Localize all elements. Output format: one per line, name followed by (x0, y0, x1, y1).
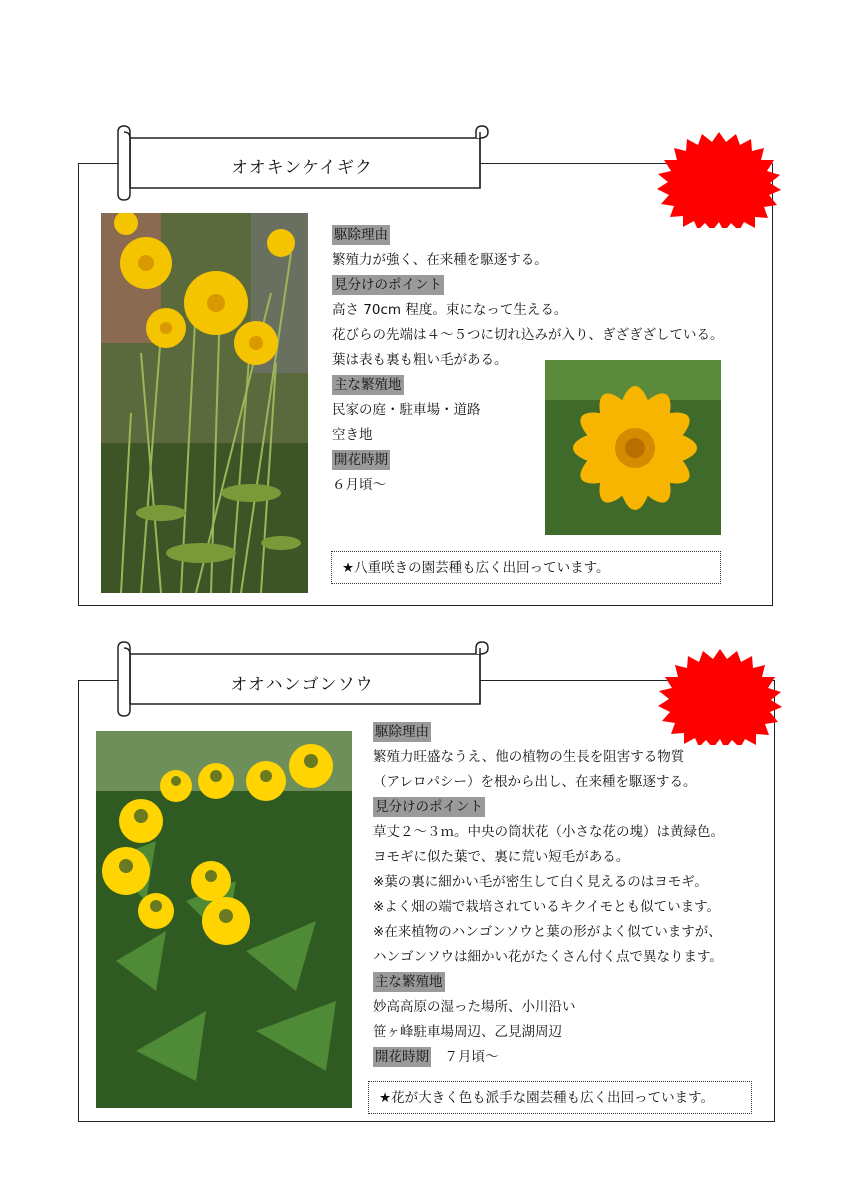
removal-reason-line: （アレロパシー）を根から出し、在来種を駆逐する。 (373, 774, 697, 790)
flowering-heading: 開花時期 (334, 452, 388, 468)
badge-line-2: 外来植物 (692, 284, 745, 299)
habitat-line: 笹ヶ峰駐車場周辺、乙見湖周辺 (373, 1024, 562, 1040)
rudbeckia-photo-image (96, 731, 352, 1108)
habitat-heading: 主な繁殖地 (375, 974, 443, 990)
identification-heading: 見分けのポイント (375, 799, 483, 815)
flowering-period: ７月頃～ (444, 1049, 499, 1065)
plant-photo-main (96, 731, 352, 1108)
specified-alien-plant-badge (654, 128, 784, 299)
badge-line-1: 特定 (706, 779, 733, 794)
identification-line: ハンゴンソウは細かい花がたくさん付く点で異なります。 (373, 949, 723, 965)
identification-line: 花びらの先端は４～５つに切れ込みが入り、ぎざぎざしている。 (332, 327, 724, 343)
species-1-details (332, 223, 724, 498)
badge-line-1: 特定 (705, 262, 732, 277)
identification-line: ※葉の裏に細かい毛が密生して白く見えるのはヨモギ。 (373, 874, 708, 890)
removal-reason-heading: 駆除理由 (334, 227, 388, 243)
species-name: オオハンゴンソウ (230, 675, 374, 695)
identification-line: 高さ 70cm 程度。束になって生える。 (332, 302, 568, 318)
note-box: ★八重咲きの園芸種も広く出回っています。 (331, 551, 721, 584)
title-scroll-banner (114, 124, 490, 204)
badge-line-2: 外来植物 (693, 801, 746, 816)
habitat-line: 妙高高原の湿った場所、小川沿い (373, 999, 576, 1015)
habitat-line: 民家の庭・駐車場・道路 (332, 402, 481, 418)
identification-line: ※在来植物のハンゴンソウと葉の形がよく似ていますが、 (373, 924, 722, 940)
habitat-heading: 主な繁殖地 (334, 377, 402, 393)
flowering-heading: 開花時期 (375, 1049, 429, 1065)
note-box: ★花が大きく色も派手な園芸種も広く出回っています。 (368, 1081, 752, 1114)
removal-reason-line: 繁殖力旺盛なうえ、他の植物の生長を阻害する物質 (373, 749, 685, 765)
removal-reason-heading: 駆除理由 (375, 724, 429, 740)
species-2-details (373, 720, 724, 1070)
species-name: オオキンケイギク (231, 158, 373, 178)
identification-heading: 見分けのポイント (334, 277, 442, 293)
identification-line: 葉は表も裏も粗い毛がある。 (332, 352, 508, 368)
identification-line: 草丈２～３ｍ。中央の筒状花（小さな花の塊）は黄緑色。 (373, 824, 724, 840)
identification-line: ヨモギに似た葉で、裏に荒い短毛がある。 (373, 849, 630, 865)
flowering-period: ６月頃～ (332, 477, 386, 493)
title-scroll-banner (114, 640, 490, 720)
habitat-line: 空き地 (332, 427, 373, 443)
plant-photo-main (101, 213, 308, 593)
identification-line: ※よく畑の端で栽培されているキクイモとも似ています。 (373, 899, 721, 915)
coreopsis-photo-image (101, 213, 308, 593)
starburst-icon (654, 128, 784, 228)
removal-reason-line: 繁殖力が強く、在来種を駆逐する。 (332, 252, 548, 268)
